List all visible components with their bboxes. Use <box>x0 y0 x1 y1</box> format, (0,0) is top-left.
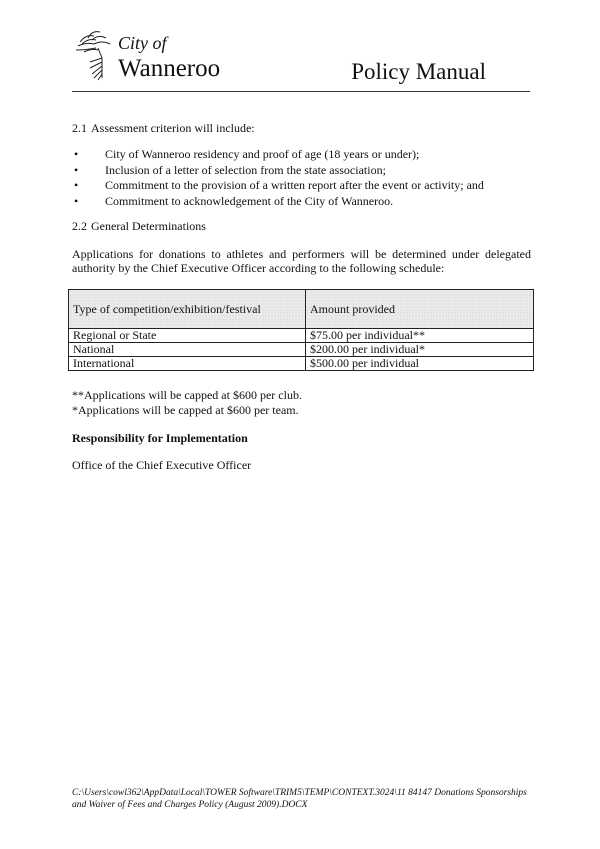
city-logo <box>72 28 242 82</box>
table-cell: National <box>69 343 306 357</box>
table-cell: $75.00 per individual** <box>306 329 534 343</box>
schedule-intro-paragraph: Applications for donations to athletes and performers will be determined under delegated authority by the Chief Executive Officer according to the following schedule: <box>72 247 531 275</box>
schedule-table <box>68 289 534 371</box>
page-header <box>72 24 530 90</box>
table-cell: International <box>69 357 306 371</box>
table-cell: $200.00 per individual* <box>306 343 534 357</box>
list-item: • Commitment to acknowledgement of the City of Wanneroo. <box>74 193 394 208</box>
note-team-cap: *Applications will be capped at $600 per team. <box>72 403 299 417</box>
section-title: General Determinations <box>91 219 206 233</box>
bullet-icon: • <box>74 178 79 192</box>
bullet-icon: • <box>74 147 79 161</box>
column-header: Type of competition/exhibition/festival <box>69 290 306 329</box>
list-item: • City of Wanneroo residency and proof of age (18 years or under); <box>74 147 420 161</box>
table-cell: $500.00 per individual <box>306 357 534 371</box>
responsibility-heading: Responsibility for Implementation <box>72 431 248 445</box>
grass-tree-icon <box>72 28 118 82</box>
bullet-icon: • <box>74 162 79 177</box>
table-row <box>69 357 534 371</box>
table-row <box>69 329 534 343</box>
list-item: • Commitment to the provision of a written report after the event or activity; and <box>74 178 484 192</box>
manual-title: Policy Manual <box>351 59 486 84</box>
table-cell: Regional or State <box>69 329 306 343</box>
responsibility-body: Office of the Chief Executive Officer <box>72 458 252 472</box>
list-item: • Inclusion of a letter of selection from the state association; <box>74 162 386 177</box>
note-club-cap: **Applications will be capped at $600 per club. <box>72 388 302 402</box>
column-header: Amount provided <box>306 290 534 329</box>
table-row <box>69 343 534 357</box>
file-path-footer: C:\Users\cowl362\AppData\Local\TOWER Software\TRIM5\TEMP\CONTEXT.3024\11 84147 Donations Sponsorships and Waiver of Fees and Charges Policy (August 2009).DOCX <box>72 788 527 810</box>
section-number: 2.2 <box>72 219 87 233</box>
table-header-row <box>69 290 534 329</box>
criteria-list <box>72 147 532 209</box>
logo-city-text: City of <box>118 33 167 53</box>
section-title: Assessment criterion will include: <box>91 121 255 135</box>
section-number: 2.1 <box>72 121 87 135</box>
logo-name-text: Wanneroo <box>118 55 221 82</box>
header-divider <box>72 91 530 92</box>
cap-notes <box>72 388 302 418</box>
bullet-icon: • <box>74 193 79 208</box>
